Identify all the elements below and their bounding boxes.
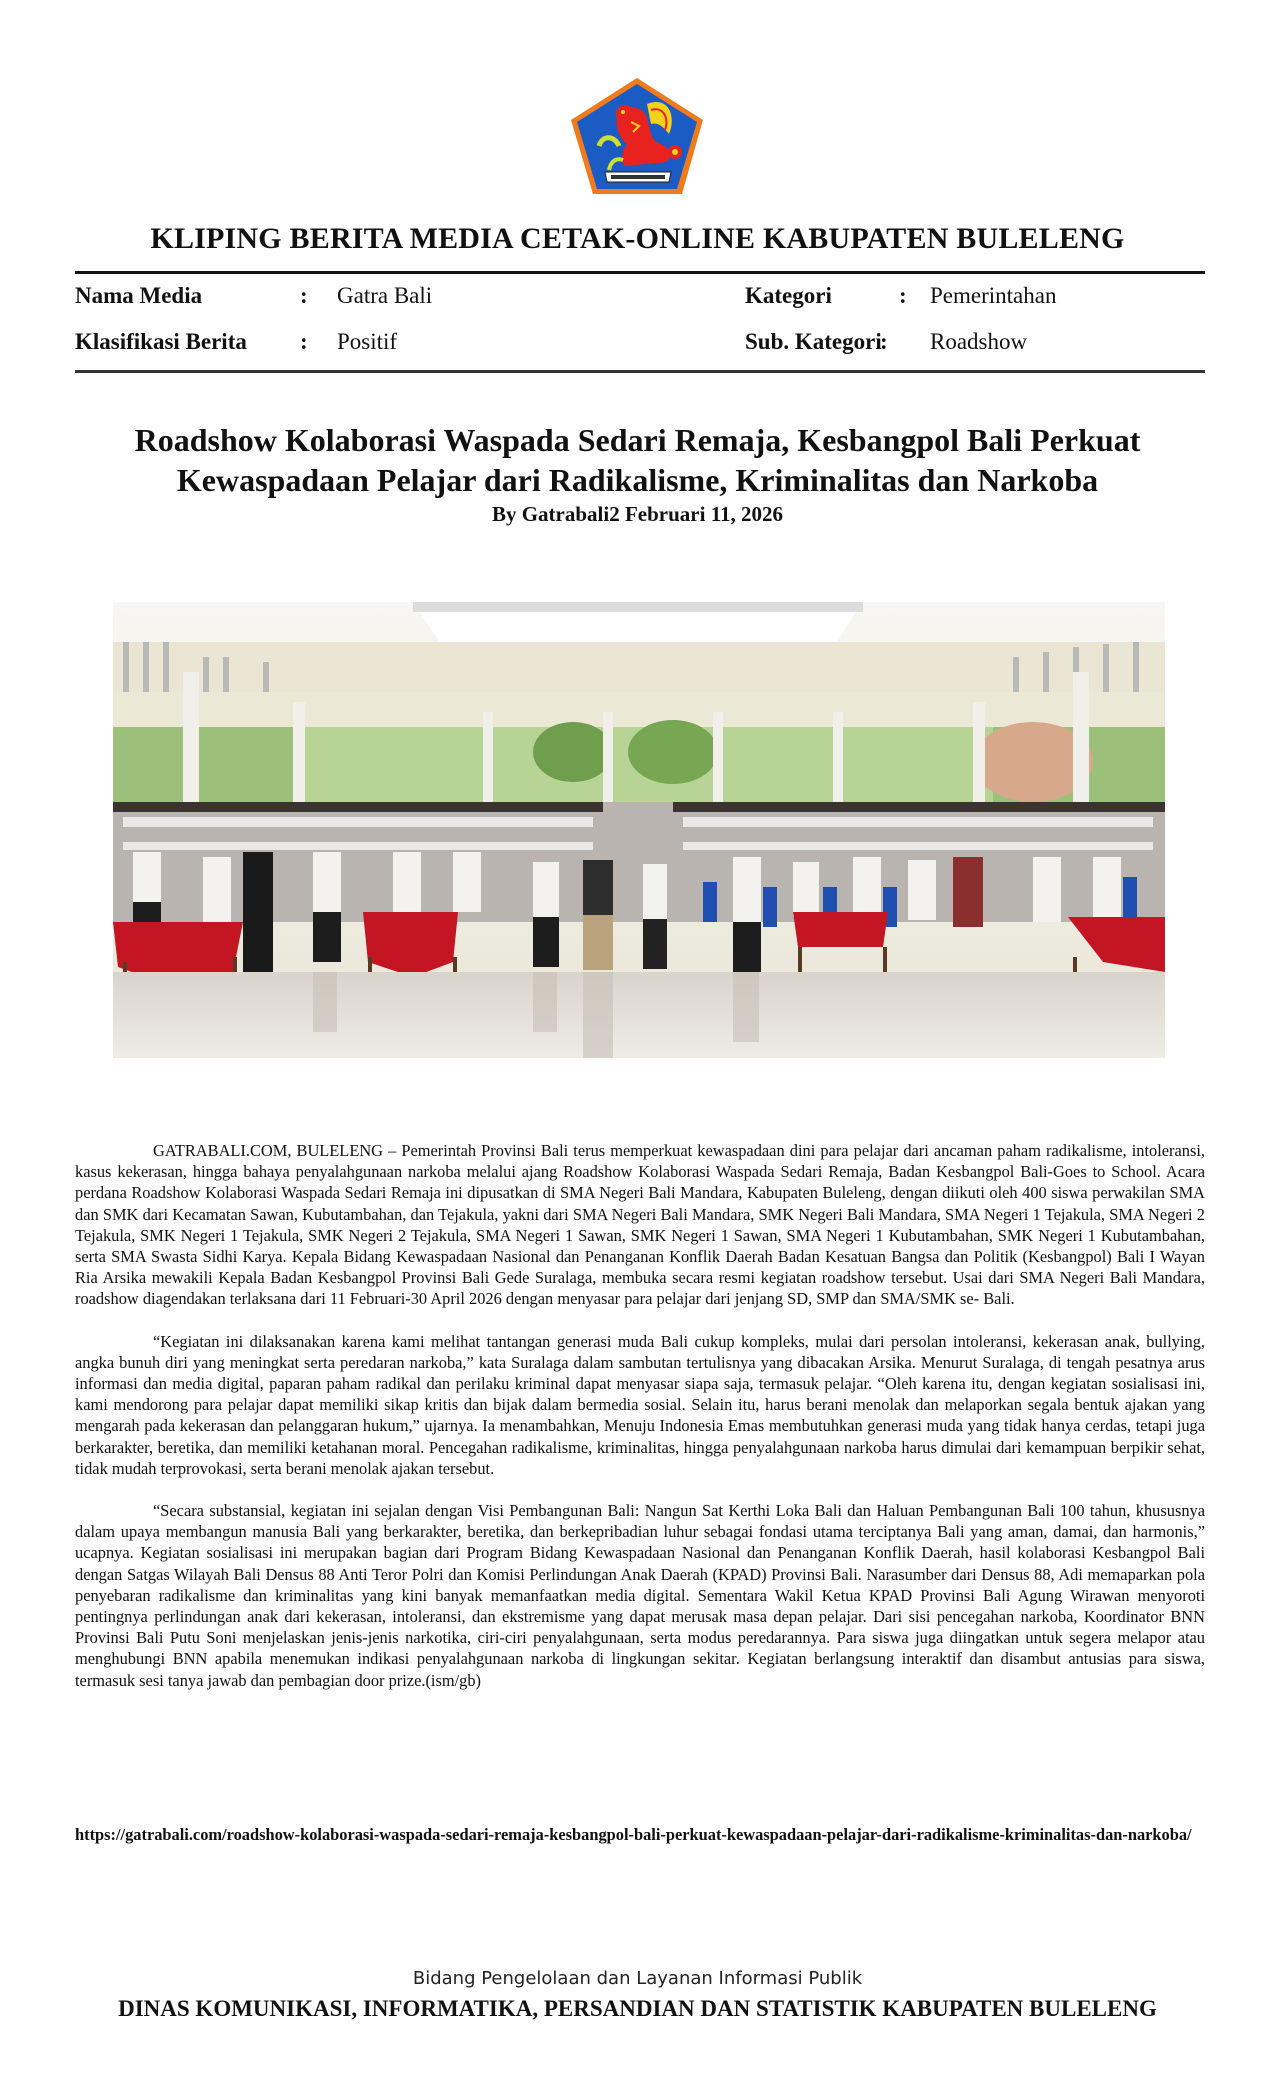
headline-line-1: Roadshow Kolaborasi Waspada Sedari Remaja, Kesbangpol Bali Perkuat: [134, 422, 1141, 458]
article-headline: [80, 420, 1195, 500]
header-divider-bottom: [75, 370, 1205, 373]
sub-category-value: Roadshow: [930, 329, 1028, 354]
classification-colon: :: [300, 329, 308, 354]
classification-value: Positif: [337, 329, 398, 354]
category-value: Pemerintahan: [930, 283, 1057, 308]
footer-division: Bidang Pengelolaan dan Layanan Informasi Publik: [412, 1968, 863, 1989]
media-name-value: Gatra Bali: [337, 283, 433, 308]
meta-row: [75, 283, 1205, 317]
article-paragraph-1: GATRABALI.COM, BULELENG – Pemerintah Provinsi Bali terus memperkuat kewaspadaan dini para pelajar dari ancaman paham radikalisme, intoleransi, kasus kekerasan, hingga bahaya penyalahgunaan narkoba melalui ajang Roadshow Kolaborasi Waspada Sedari Remaja, Badan Kesbangpol Bali-Goes to School. Acara perdana Roadshow Kolaborasi Waspada Sedari Remaja ini dipusatkan di SMA Negeri Bali Mandara, Kabupaten Buleleng, dengan diikuti oleh 400 siswa perwakilan SMA dan SMK dari Kecamatan Sawan, Kubutambahan, dan Tejakula, yakni dari SMA Negeri Bali Mandara, SMK Negeri Bali Mandara, SMA Negeri 1 Tejakula, SMA Negeri 2 Tejakula, SMK Negeri 1 Tejakula, SMK Negeri 2 Tejakula, SMA Negeri 1 Sawan, SMK Negeri 1 Sawan, SMA Negeri 1 Kubutambahan, SMK Negeri 1 Kubutambahan, serta SMA Swasta Sidhi Karya. Kepala Bidang Kewaspadaan Nasional dan Penanganan Konflik Daerah Badan Kesatuan Bangsa dan Politik (Kesbangpol) Bali I Wayan Ria Arsika mewakili Kepala Badan Kesbangpol Provinsi Bali Gede Suralaga, membuka secara resmi kegiatan roadshow tersebut. Usai dari SMA Negeri Bali Mandara, roadshow diagendakan terlaksana dari 11 Februari-30 April 2026 dengan menyasar para pelajar dari jenjang SD, SMP dan SMA/SMK se- Bali.: [75, 1141, 1205, 1309]
headline-line-2: Kewaspadaan Pelajar dari Radikalisme, Kriminalitas dan Narkoba: [176, 462, 1099, 498]
media-name-label: Nama Media: [75, 283, 203, 308]
event-crowd-photo-icon: [113, 602, 1165, 1058]
category-colon: :: [899, 283, 907, 308]
lion-emblem-icon: [565, 74, 710, 199]
article-body: [75, 1140, 1205, 1712]
article-photo: [113, 602, 1165, 1058]
article-paragraph-2: “Kegiatan ini dilaksanakan karena kami melihat tantangan generasi muda Bali cukup kompleks, mulai dari persolan intoleransi, kekerasan anak, bullying, angka bunuh diri yang meningkat serta peredaran narkoba,” kata Suralaga dalam sambutan tertulisnya yang dibacakan Arsika. Menurut Suralaga, di tengah pesatnya arus informasi dan media digital, paparan paham radikal dan perilaku kriminal dapat menyasar siapa saja, termasuk pelajar. “Oleh karena itu, dengan kegiatan sosialisasi ini, kami mendorong para pelajar dapat memiliki sikap kritis dan bijak dalam bermedia sosial. Selain itu, harus berani menolak dan melaporkan segala bentuk ajakan yang mengarah pada kekerasan dan pelanggaran hukum,” ujarnya. Ia menambahkan, Menuju Indonesia Emas membutuhkan generasi muda yang tidak hanya cerdas, tetapi juga berkarakter, beretika, dan memiliki ketahanan moral. Pencegahan radikalisme, kriminalitas, hingga penyalahgunaan narkoba harus dimulai dari kemampuan berpikir sehat, tidak mudah terprovokasi, serta berani menolak ajakan tersebut.: [75, 1331, 1205, 1478]
media-name-colon: :: [300, 283, 308, 308]
classification-label: Klasifikasi Berita: [75, 329, 247, 354]
header-divider-top: [75, 271, 1205, 274]
article-byline: By Gatrabali2 Februari 11, 2026: [491, 502, 784, 526]
source-url-link[interactable]: https://gatrabali.com/roadshow-kolaborasi-waspada-sedari-remaja-kesbangpol-bali-perkuat-kewaspadaan-pelajar-dari-radikalisme-kriminalitas-dan-narkoba/: [75, 1825, 1192, 1844]
footer-agency: DINAS KOMUNIKASI, INFORMATIKA, PERSANDIAN DAN STATISTIK KABUPATEN BULELENG: [118, 1996, 1157, 2021]
category-label: Kategori: [745, 283, 832, 308]
buleleng-emblem-logo: [565, 74, 710, 199]
meta-row: [75, 329, 1205, 363]
article-paragraph-3: “Secara substansial, kegiatan ini sejalan dengan Visi Pembangunan Bali: Nangun Sat Kerthi Loka Bali dan Haluan Pembangunan Bali 100 tahun, khususnya dalam upaya membangun manusia Bali yang berkarakter, beretika, dan berkepribadian luhur sebagai fondasi utama terciptanya Bali yang aman, damai, dan harmonis,” ucapnya. Kegiatan sosialisasi ini merupakan bagian dari Program Bidang Kewaspadaan Nasional dan Penanganan Konflik Daerah, hasil kolaborasi Kesbangpol Bali dengan Satgas Wilayah Bali Densus 88 Anti Teror Polri dan Komisi Perlindungan Anak Daerah (KPAD) Provinsi Bali. Narasumber dari Densus 88, Adi memaparkan pola penyebaran radikalisme dan kriminalitas yang kini banyak memanfaatkan media digital. Sementara Wakil Ketua KPAD Provinsi Bali Agung Wirawan menyoroti pentingnya perlindungan anak dari kekerasan, intoleransi, dan ekstremisme yang dapat merusak masa depan pelajar. Dari sisi pencegahan narkoba, Koordinator BNN Provinsi Bali Putu Soni menjelaskan jenis-jenis narkotika, ciri-ciri penyalahgunaan, serta modus peredarannya. Para siswa juga diingatkan untuk segera melapor atau menghubungi BNN apabila menemukan indikasi penyalahgunaan narkoba di lingkungan sekitar. Kegiatan berlangsung interaktif dan disambut antusias para siswa, termasuk sesi tanya jawab dan pembagian door prize.(ism/gb): [75, 1501, 1205, 1690]
sub-category-label: Sub. Kategori: [745, 329, 882, 354]
clipping-title: KLIPING BERITA MEDIA CETAK-ONLINE KABUPATEN BULELENG: [150, 222, 1125, 255]
sub-category-colon: :: [880, 329, 888, 354]
